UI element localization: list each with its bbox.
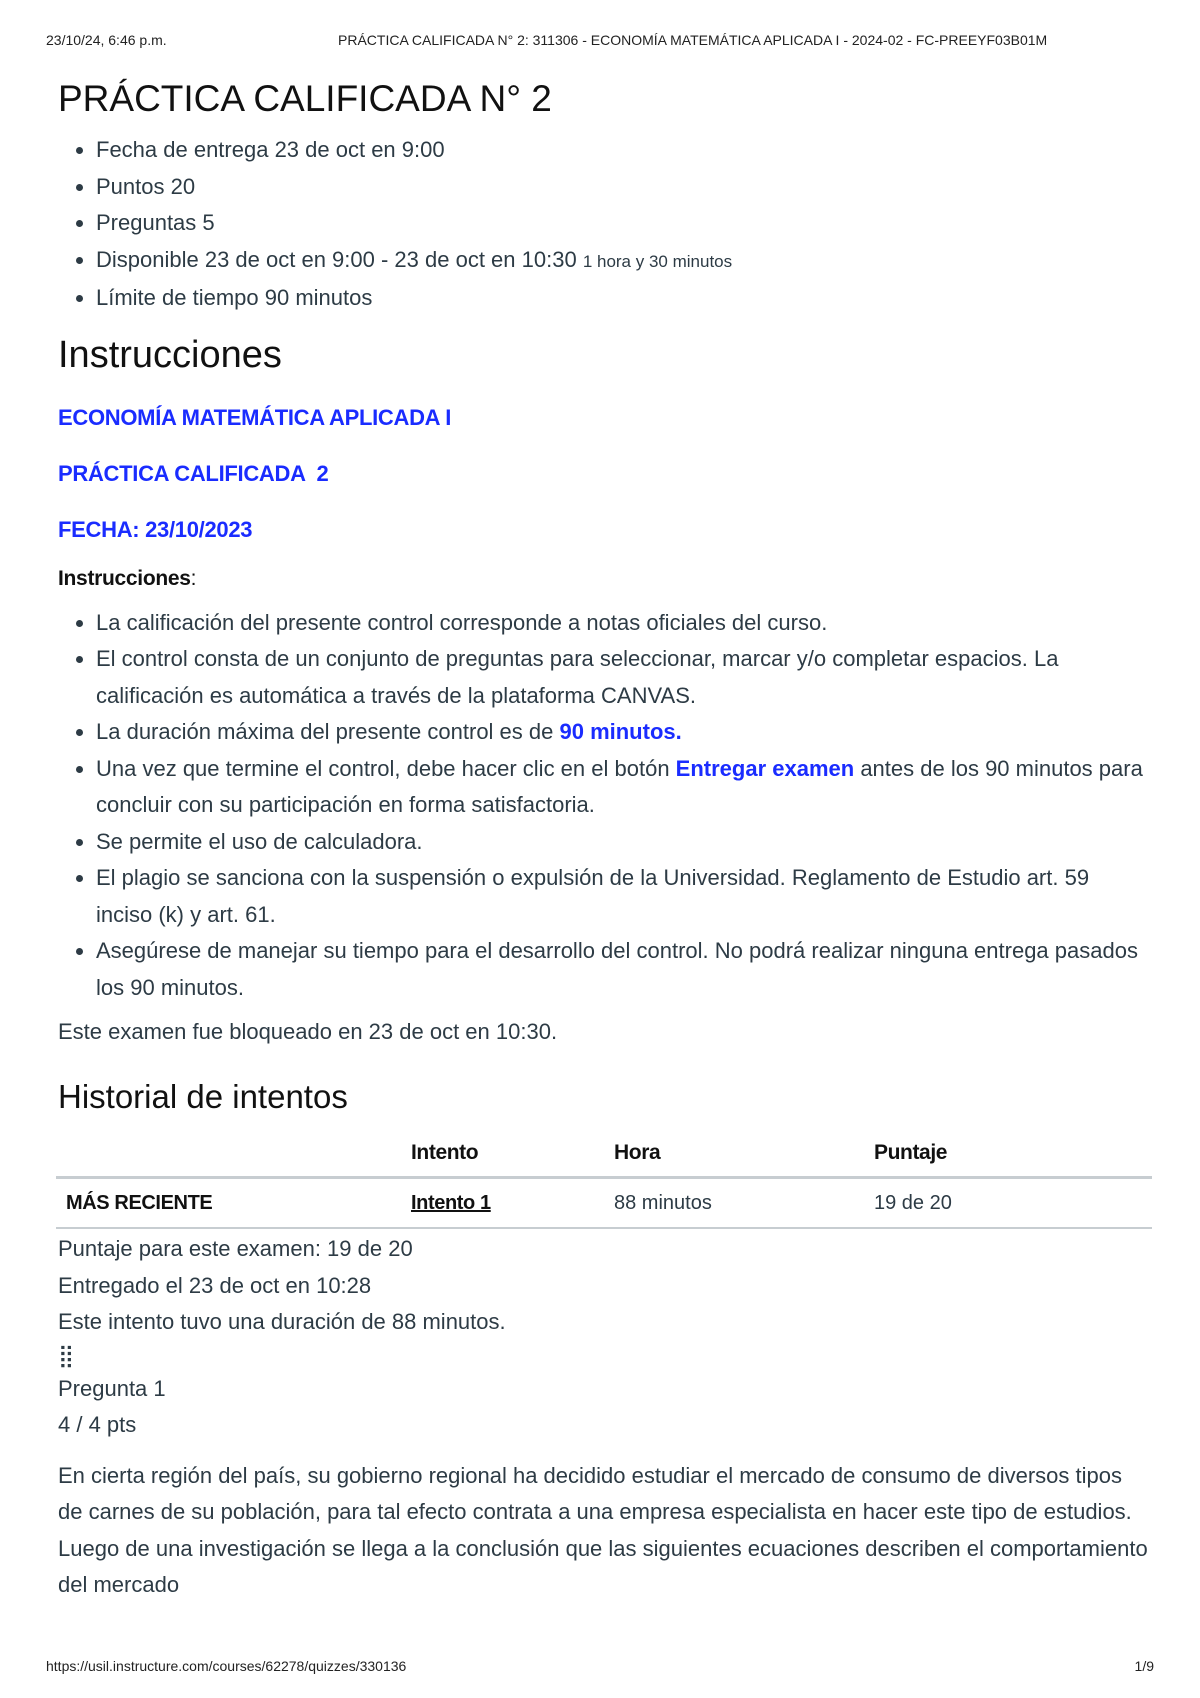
attempt-summary — [58, 1231, 1148, 1444]
quiz-details-list — [58, 132, 1148, 317]
exam-date: FECHA: 23/10/2023 — [58, 516, 253, 542]
instructions-label-colon: : — [190, 566, 197, 590]
course-name: ECONOMÍA MATEMÁTICA APLICADA I — [58, 404, 452, 430]
submitted-at: Entregado el 23 de oct en 10:28 — [58, 1272, 372, 1298]
rule-item: • El plagio se sanciona con la suspensión o expulsión de la Universidad. Reglamento de Estudio art. 59 inciso (k) y art. 61. — [96, 860, 1148, 933]
locked-notice: Este examen fue bloqueado en 23 de oct en 10:30. — [58, 1019, 558, 1044]
column-header-score: Puntaje — [873, 1130, 1152, 1178]
instructions-heading: Instrucciones — [58, 333, 282, 376]
exam-score: Puntaje para este examen: 19 de 20 — [58, 1236, 413, 1261]
table-header-row — [56, 1130, 1152, 1178]
detail-time-limit: • Límite de tiempo 90 minutos — [96, 280, 1148, 317]
rule-item: • Asegúrese de manejar su tiempo para el desarrollo del control. No podrá realizar ninguna entrega pasados los 90 minutos. — [96, 933, 1148, 1006]
column-header-blank — [56, 1130, 410, 1178]
print-footer — [46, 1658, 1154, 1674]
detail-due-date: • Fecha de entrega 23 de oct en 9:00 — [96, 132, 1148, 169]
column-header-attempt: Intento — [410, 1130, 613, 1178]
attempt-1-link[interactable]: Intento 1 — [410, 1178, 613, 1229]
attempt-history-table — [56, 1130, 1152, 1229]
question-text: En cierta región del país, su gobierno regional ha decidido estudiar el mercado de consumo de diversos tipos de carnes de su población, para tal efecto contrata a una empresa especialista en hacer este tipo de estudios. Luego de una investigación se llega a la conclusión que las siguientes ecuaciones describen el comportamiento del mercado — [58, 1462, 1148, 1597]
exam-name: PRÁCTICA CALIFICADA 2 — [58, 460, 329, 486]
rule-text: Una vez que termine el control, debe hacer clic en el botón — [96, 755, 676, 781]
rule-item: • El control consta de un conjunto de preguntas para seleccionar, marcar y/o completar espacios. La calificación es automática a través de la plataforma CANVAS. — [96, 641, 1148, 714]
availability-duration: 1 hora y 30 minutos — [582, 251, 733, 271]
instructions-label — [58, 567, 1148, 591]
instructions-label-text: Instrucciones — [58, 566, 191, 590]
detail-questions: • Preguntas 5 — [96, 205, 1148, 242]
print-header — [46, 32, 1154, 48]
history-heading: Historial de intentos — [58, 1078, 348, 1115]
print-page-title: PRÁCTICA CALIFICADA N° 2: 311306 - ECONOMÍA MATEMÁTICA APLICADA I - 2024-02 - FC-PREEYF03B01M — [338, 32, 1048, 48]
availability-range: Disponible 23 de oct en 9:00 - 23 de oct en 10:30 — [96, 246, 577, 272]
attempt-duration: Este intento tuvo una duración de 88 minutos. — [58, 1309, 506, 1334]
duration-highlight: 90 minutos. — [559, 719, 682, 744]
question-points: 4 / 4 pts — [58, 1412, 137, 1437]
rule-item: • La calificación del presente control corresponde a notas oficiales del curso. — [96, 605, 1148, 642]
submit-exam-highlight: Entregar examen — [675, 755, 855, 781]
detail-availability — [96, 242, 1148, 281]
column-header-time: Hora — [613, 1130, 873, 1178]
detail-points: • Puntos 20 — [96, 169, 1148, 206]
rule-item: • Se permite el uso de calculadora. — [96, 824, 1148, 861]
print-url: https://usil.instructure.com/courses/62278/quizzes/330136 — [46, 1658, 407, 1674]
rule-item — [96, 714, 1148, 751]
print-date: 23/10/24, 6:46 p.m. — [46, 32, 167, 48]
rule-text: antes de los 90 minutos para concluir con su participación en forma satisfactoria. — [96, 755, 1143, 817]
rules-list — [58, 605, 1148, 1007]
attempt-score: 19 de 20 — [873, 1178, 1152, 1229]
attempt-time: 88 minutos — [613, 1178, 873, 1229]
quiz-content — [58, 72, 1148, 1604]
question-title: Pregunta 1 — [58, 1375, 166, 1401]
rule-text: La duración máxima del presente control es de — [96, 719, 560, 744]
most-recent-label: MÁS RECIENTE — [56, 1178, 410, 1229]
drag-handle-icon: ⣿ — [58, 1342, 75, 1368]
page-title: PRÁCTICA CALIFICADA N° 2 — [58, 78, 552, 119]
table-row — [56, 1178, 1152, 1229]
rule-item — [96, 751, 1148, 824]
page-number: 1/9 — [1134, 1658, 1154, 1674]
